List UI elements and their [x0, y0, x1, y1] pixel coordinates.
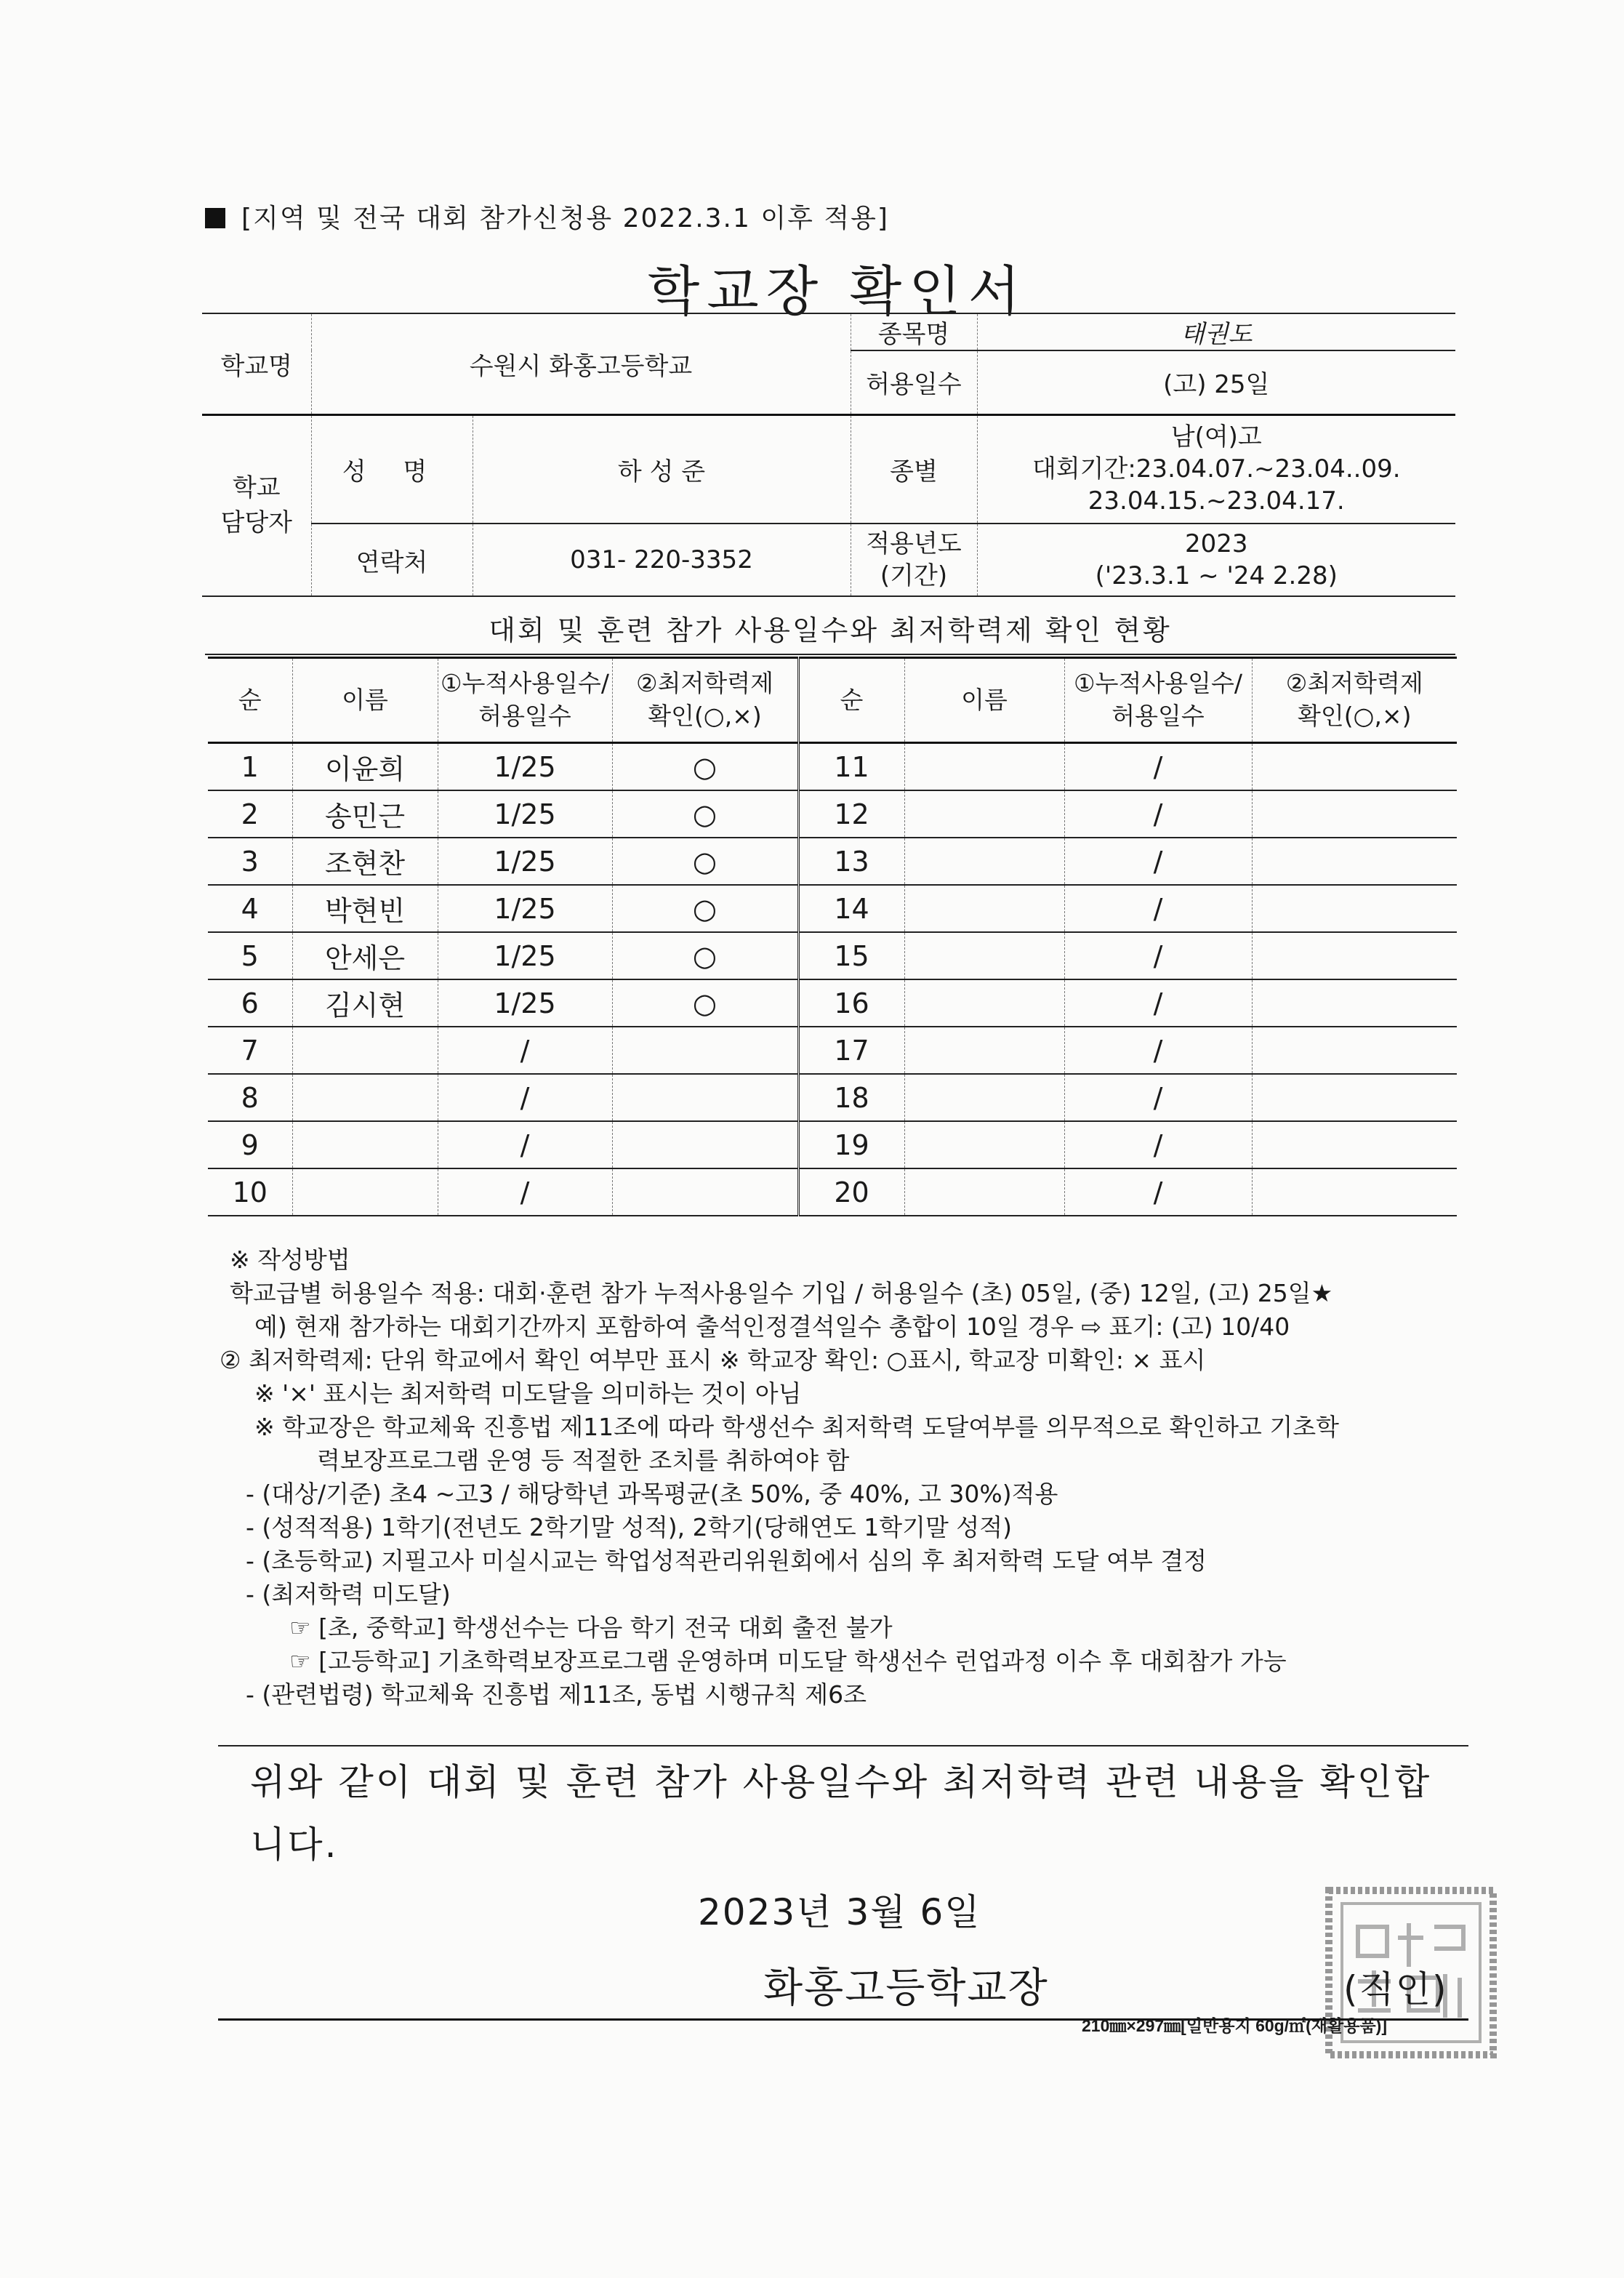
student-name	[904, 1027, 1064, 1074]
instruction-line: ※ 학교장은 학교체육 진흥법 제11조에 따라 학생선수 최저학력 도달여부를 의무적으로 확인하고 기초학	[254, 1413, 1340, 1441]
row-number: 2	[208, 790, 292, 838]
student-name	[904, 838, 1064, 885]
header-no: 순	[798, 658, 904, 743]
academic-check: ○	[612, 790, 798, 838]
student-name: 이윤희	[292, 743, 438, 791]
student-name	[904, 743, 1064, 791]
seal-label: (직인)	[1343, 1968, 1448, 2010]
instructions-heading: ※ 작성방법	[230, 1246, 350, 1274]
row-number: 7	[208, 1027, 292, 1074]
instruction-line: - (관련법령) 학교체육 진흥법 제11조, 동법 시행규칙 제6조	[246, 1680, 867, 1709]
instruction-line: - (성적적용) 1학기(전년도 2학기말 성적), 2학기(당해연도 1학기말 성적)	[246, 1513, 1013, 1541]
divider	[218, 1745, 1468, 1746]
name-value: 하 성 준	[473, 414, 851, 524]
header-no: 순	[208, 658, 292, 743]
paper-size-footer: 210㎜×297㎜[일반용지 60g/㎡(재활용품)]	[1082, 2016, 1387, 2035]
row-number: 9	[208, 1121, 292, 1168]
allowed-days-label: 허용일수	[851, 350, 977, 414]
academic-check: ○	[612, 885, 798, 932]
row-number: 13	[798, 838, 904, 885]
row-number: 19	[798, 1121, 904, 1168]
table-row	[208, 885, 1457, 932]
row-number: 10	[208, 1168, 292, 1216]
table-row	[208, 932, 1457, 979]
days-used: /	[1064, 743, 1252, 791]
sport-value: 태권도	[977, 313, 1455, 350]
document-title: 학교장 확인서	[647, 260, 1028, 323]
header-check: ②최저학력제 확인(○,×)	[1252, 658, 1457, 743]
days-used: /	[438, 1027, 612, 1074]
row-number: 16	[798, 979, 904, 1027]
instruction-line: 학교급별 허용일수 적용: 대회·훈련 참가 누적사용일수 기입 / 허용일수 (초) 05일, (중) 12일, (고) 25일★	[230, 1279, 1333, 1307]
issue-date: 2023년 3월 6일	[698, 1891, 981, 1933]
student-name	[292, 1168, 438, 1216]
sport-label: 종목명	[851, 313, 977, 350]
academic-check	[1252, 790, 1457, 838]
form-type-text: [지역 및 전국 대회 참가신청용 2022.3.1 이후 적용]	[241, 204, 889, 233]
row-number: 6	[208, 979, 292, 1027]
year-value: 2023 ('23.3.1 ~ '24 2.28)	[977, 524, 1455, 596]
days-used: /	[1064, 932, 1252, 979]
student-name: 박현빈	[292, 885, 438, 932]
instruction-line: ☞ [초, 중학교] 학생선수는 다음 학기 전국 대회 출전 불가	[289, 1613, 893, 1642]
student-name: 김시현	[292, 979, 438, 1027]
header-days: ①누적사용일수/ 허용일수	[1064, 658, 1252, 743]
instruction-line: 력보장프로그램 운영 등 적절한 조치를 취하여야 함	[317, 1446, 850, 1475]
instruction-line: - (최저학력 미도달)	[246, 1580, 451, 1608]
days-used: /	[1064, 1168, 1252, 1216]
days-used: /	[1064, 1074, 1252, 1121]
days-used: /	[1064, 790, 1252, 838]
days-used: 1/25	[438, 979, 612, 1027]
category-label: 종별	[851, 414, 977, 524]
instructions	[220, 1243, 1466, 1712]
row-number: 14	[798, 885, 904, 932]
manager-label: 학교 담당자	[202, 414, 311, 596]
student-name: 송민근	[292, 790, 438, 838]
school-name-label: 학교명	[202, 313, 311, 414]
academic-check	[612, 1121, 798, 1168]
days-used: /	[438, 1168, 612, 1216]
academic-check: ○	[612, 838, 798, 885]
student-name	[904, 1168, 1064, 1216]
academic-check	[612, 1074, 798, 1121]
days-used: 1/25	[438, 790, 612, 838]
school-info-table	[202, 313, 1455, 597]
table-row	[208, 1027, 1457, 1074]
student-name	[904, 1121, 1064, 1168]
form-type-note	[205, 198, 889, 235]
table-row	[208, 1168, 1457, 1216]
student-name	[904, 979, 1064, 1027]
student-name	[904, 932, 1064, 979]
days-used: /	[1064, 1027, 1252, 1074]
academic-check	[1252, 885, 1457, 932]
academic-check	[1252, 743, 1457, 791]
academic-check: ○	[612, 743, 798, 791]
table-row	[208, 838, 1457, 885]
academic-check	[612, 1168, 798, 1216]
student-name	[292, 1027, 438, 1074]
days-used: 1/25	[438, 838, 612, 885]
academic-check	[1252, 932, 1457, 979]
table-row	[208, 1074, 1457, 1121]
instruction-line: - (초등학교) 지필고사 미실시교는 학업성적관리위원회에서 심의 후 최저학력 도달 여부 결정	[246, 1547, 1207, 1575]
row-number: 5	[208, 932, 292, 979]
table-row	[208, 790, 1457, 838]
row-number: 3	[208, 838, 292, 885]
days-used: 1/25	[438, 743, 612, 791]
usage-header-row	[208, 658, 1457, 743]
academic-check	[612, 1027, 798, 1074]
header-name: 이름	[292, 658, 438, 743]
instruction-line: ② 최저학력제: 단위 학교에서 확인 여부만 표시 ※ 학교장 확인: ○표시, 학교장 미확인: × 표시	[220, 1346, 1206, 1374]
student-name: 조현찬	[292, 838, 438, 885]
allowed-days-value: (고) 25일	[977, 350, 1455, 414]
name-label: 성 명	[311, 414, 473, 524]
student-name	[292, 1121, 438, 1168]
table-row	[208, 743, 1457, 791]
header-days: ①누적사용일수/ 허용일수	[438, 658, 612, 743]
days-used: /	[438, 1121, 612, 1168]
row-number: 17	[798, 1027, 904, 1074]
table-row	[208, 1121, 1457, 1168]
row-number: 18	[798, 1074, 904, 1121]
academic-check: ○	[612, 932, 798, 979]
instruction-line: 예) 현재 참가하는 대회기간까지 포함하여 출석인정결석일수 총합이 10일 경우 ⇨ 표기: (고) 10/40	[254, 1312, 1290, 1341]
student-name	[904, 885, 1064, 932]
days-used: /	[1064, 1121, 1252, 1168]
days-used: 1/25	[438, 932, 612, 979]
table-row	[208, 979, 1457, 1027]
days-used: /	[1064, 979, 1252, 1027]
header-check: ②최저학력제 확인(○,×)	[612, 658, 798, 743]
year-label: 적용년도 (기간)	[851, 524, 977, 596]
category-value: 남(여)고 대회기간:23.04.07.~23.04..09. 23.04.15.~23.04.17.	[977, 414, 1455, 524]
usage-section-title: 대회 및 훈련 참가 사용일수와 최저학력제 확인 현황	[205, 608, 1455, 655]
academic-check: ○	[612, 979, 798, 1027]
student-name	[904, 1074, 1064, 1121]
instruction-line: ※ '×' 표시는 최저학력 미도달을 의미하는 것이 아님	[254, 1379, 802, 1408]
row-number: 20	[798, 1168, 904, 1216]
academic-check	[1252, 1027, 1457, 1074]
confirmation-statement: 위와 같이 대회 및 훈련 참가 사용일수와 최저학력 관련 내용을 확인합니다.	[250, 1761, 1432, 1866]
school-name-value: 수원시 화홍고등학교	[311, 313, 851, 414]
square-bullet-icon	[205, 208, 225, 228]
row-number: 1	[208, 743, 292, 791]
row-number: 4	[208, 885, 292, 932]
row-number: 15	[798, 932, 904, 979]
row-number: 12	[798, 790, 904, 838]
row-number: 11	[798, 743, 904, 791]
academic-check	[1252, 838, 1457, 885]
days-used: /	[438, 1074, 612, 1121]
usage-table	[208, 657, 1457, 1216]
academic-check	[1252, 1168, 1457, 1216]
academic-check	[1252, 1074, 1457, 1121]
row-number: 8	[208, 1074, 292, 1121]
instruction-line: - (대상/기준) 초4 ~고3 / 해당학년 과목평균(초 50%, 중 40%, 고 30%)적용	[246, 1480, 1058, 1508]
student-name	[292, 1074, 438, 1121]
days-used: 1/25	[438, 885, 612, 932]
days-used: /	[1064, 838, 1252, 885]
academic-check	[1252, 1121, 1457, 1168]
student-name	[904, 790, 1064, 838]
student-name: 안세은	[292, 932, 438, 979]
instruction-line: ☞ [고등학교] 기초학력보장프로그램 운영하며 미도달 학생선수 런업과정 이수 후 대회참가 가능	[289, 1647, 1287, 1675]
principal-name: 화홍고등학교장	[763, 1965, 1049, 2012]
contact-value: 031- 220-3352	[473, 524, 851, 596]
header-name: 이름	[904, 658, 1064, 743]
contact-label: 연락처	[311, 524, 473, 596]
days-used: /	[1064, 885, 1252, 932]
academic-check	[1252, 979, 1457, 1027]
